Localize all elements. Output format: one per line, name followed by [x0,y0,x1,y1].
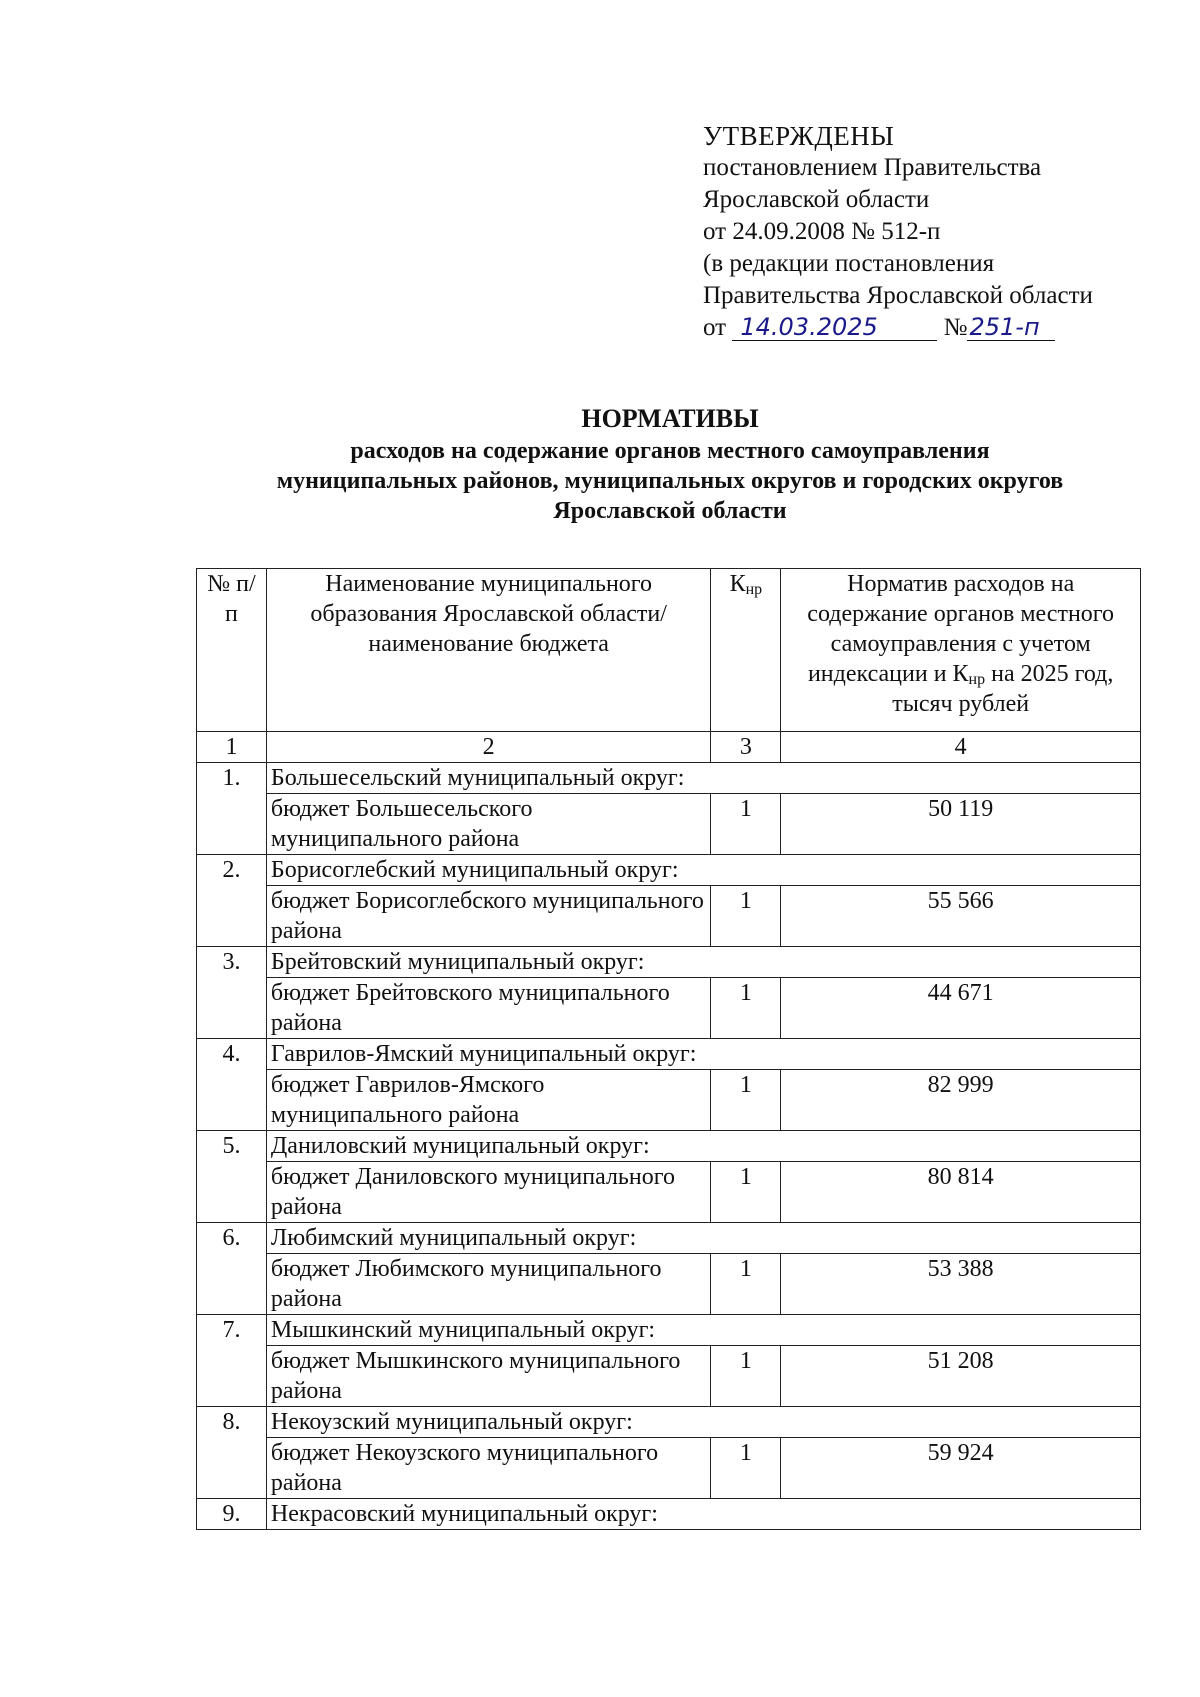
norm-value: 53 388 [781,1254,1141,1315]
table-row-budget [197,1346,1141,1407]
table-index-row [197,732,1141,763]
district-name: Мышкинский муниципальный округ: [266,1315,1140,1346]
budget-name: бюджет Брейтовского муниципального района [266,978,710,1039]
approval-line-4: (в редакции постановления [703,250,995,277]
norms-table [196,568,1141,1530]
budget-name: бюджет Борисоглебского муниципального района [266,886,710,947]
handwritten-number: 251-п [967,314,1055,341]
k-value: 1 [711,794,781,855]
approval-from-prefix: от [703,314,727,341]
approval-line-2: Ярославской области [703,186,930,213]
approval-line-5: Правительства Ярославской области [703,282,1093,309]
budget-name: бюджет Мышкинского муниципального района [266,1346,710,1407]
budget-name: бюджет Некоузского муниципального района [266,1438,710,1499]
table-row-district [197,763,1141,794]
table-row-budget [197,1438,1141,1499]
budget-name: бюджет Большесельского муниципального района [266,794,710,855]
district-name: Любимский муниципальный округ: [266,1223,1140,1254]
district-name: Гаврилов-Ямский муниципальный округ: [266,1039,1140,1070]
table-row-district [197,1315,1141,1346]
table-row-district [197,947,1141,978]
district-name: Некрасовский муниципальный округ: [266,1499,1140,1530]
index-cell: 1 [197,732,267,763]
row-number: 4. [197,1039,267,1131]
table-row-district [197,1499,1141,1530]
row-number: 8. [197,1407,267,1499]
table-row-district [197,1223,1141,1254]
k-value: 1 [711,886,781,947]
budget-name: бюджет Гаврилов-Ямского муниципального района [266,1070,710,1131]
approval-amendment-date-row [703,312,1163,344]
index-cell: 3 [711,732,781,763]
table-row-budget [197,794,1141,855]
approval-line-3: от 24.09.2008 № 512-п [703,218,941,245]
table-row-district [197,855,1141,886]
row-number: 9. [197,1499,267,1530]
approval-number-sign: № [943,314,968,341]
district-name: Борисоглебский муниципальный округ: [266,855,1140,886]
header-k [711,569,781,732]
header-norm-post: на 2025 год, тысяч рублей [892,661,1114,717]
table-row-budget [197,886,1141,947]
document-title [140,402,1200,526]
header-name: Наименование муниципального образования Ярославской области/ наименование бюджета [266,569,710,732]
table-row-budget [197,1162,1141,1223]
table-row-budget [197,1070,1141,1131]
k-value: 1 [711,1254,781,1315]
header-number: № п/п [197,569,267,732]
k-value: 1 [711,1346,781,1407]
table-row-district [197,1039,1141,1070]
norm-value: 55 566 [781,886,1141,947]
norm-value: 80 814 [781,1162,1141,1223]
approval-stamp [703,120,1163,344]
index-cell: 4 [781,732,1141,763]
k-value: 1 [711,1070,781,1131]
norm-value: 44 671 [781,978,1141,1039]
row-number: 5. [197,1131,267,1223]
norm-value: 82 999 [781,1070,1141,1131]
norm-value: 51 208 [781,1346,1141,1407]
title-line-2: муниципальных районов, муниципальных округов и городских округов [276,468,1064,494]
header-norm [781,569,1141,732]
table-row-budget [197,978,1141,1039]
k-value: 1 [711,1438,781,1499]
district-name: Большесельский муниципальный округ: [266,763,1140,794]
row-number: 7. [197,1315,267,1407]
table-body [197,763,1141,1530]
title-main: НОРМАТИВЫ [581,404,759,433]
table-row-budget [197,1254,1141,1315]
title-line-1: расходов на содержание органов местного самоуправления [350,438,990,464]
approval-line-1: постановлением Правительства [703,154,1042,181]
budget-name: бюджет Даниловского муниципального района [266,1162,710,1223]
k-value: 1 [711,978,781,1039]
approval-heading: УТВЕРЖДЕНЫ [703,121,895,151]
index-cell: 2 [266,732,710,763]
row-number: 6. [197,1223,267,1315]
norm-value: 50 119 [781,794,1141,855]
table-header-row [197,569,1141,732]
header-k-sub: нр [745,581,763,598]
header-norm-pre: Норматив расходов на содержание органов местного самоуправления с учетом индексации и К [807,571,1115,687]
budget-name: бюджет Любимского муниципального района [266,1254,710,1315]
row-number: 1. [197,763,267,855]
district-name: Даниловский муниципальный округ: [266,1131,1140,1162]
table-row-district [197,1131,1141,1162]
header-norm-sub: нр [968,671,986,688]
district-name: Брейтовский муниципальный округ: [266,947,1140,978]
title-line-3: Ярославской области [553,498,787,524]
handwritten-date: 14.03.2025 [732,314,937,341]
norm-value: 59 924 [781,1438,1141,1499]
district-name: Некоузский муниципальный округ: [266,1407,1140,1438]
row-number: 3. [197,947,267,1039]
header-k-base: К [729,571,746,597]
table-row-district [197,1407,1141,1438]
k-value: 1 [711,1162,781,1223]
row-number: 2. [197,855,267,947]
